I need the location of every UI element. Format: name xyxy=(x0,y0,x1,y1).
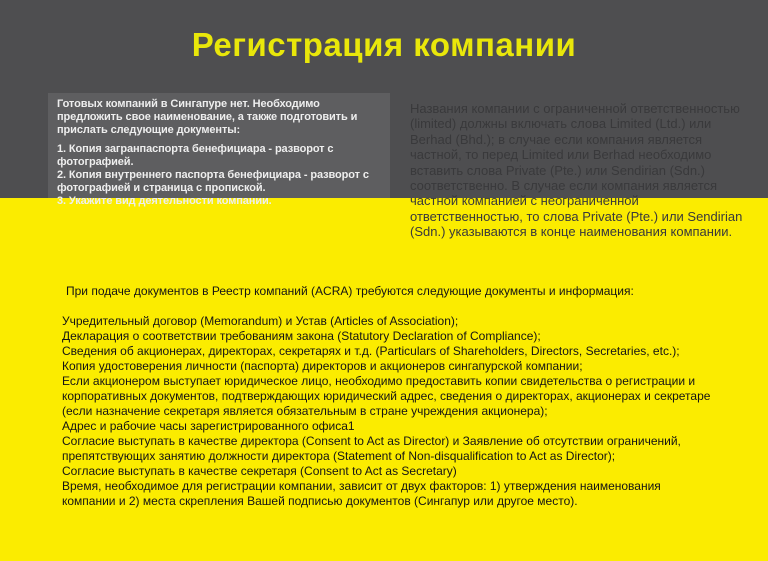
required-document-item: 2. Копия внутреннего паспорта бенефициара - разворот с фотографией и страница с пропиской. xyxy=(57,168,369,194)
acra-requirement-item: Согласие выступать в качестве секретаря (Consent to Act as Secretary) xyxy=(62,464,457,478)
acra-requirement-item: Учредительный договор (Memorandum) и Устав (Articles of Association); xyxy=(62,314,459,328)
acra-requirement-item: Сведения об акционерах, директорах, секретарях и т.д. (Particulars of Shareholders, Directors, Secretaries, etc.); xyxy=(62,344,680,358)
acra-requirement-item: Адрес и рабочие часы зарегистрированного офиса1 xyxy=(62,419,355,433)
company-naming-note: Названия компании с ограниченной ответственностью (limited) должны включать слова Limited (Ltd.) или Berhad (Bhd.); в случае если компания является частной, то перед Limited или Berhad необходимо вставить слова Private (Pte.) или Sendirian (Sdn.) соответственно. В случае если компания является частной компанией с неограниченной ответственностью, то слова Private (Pte.) или Sendirian (Sdn.) указываются в конце наименования компании. xyxy=(410,101,743,240)
required-documents-panel xyxy=(48,93,390,207)
required-document-item: 3. Укажите вид деятельности компании. xyxy=(57,194,272,207)
acra-requirement-item: Время, необходимое для регистрации компании, зависит от двух факторов: 1) утверждения наименования компании и 2) места скрепления Вашей подписью документов (Сингапур или другое место). xyxy=(62,479,661,508)
acra-requirement-item: Согласие выступать в качестве директора (Consent to Act as Director) и Заявление об отсутствии ограничений, препятствующих занятию должности директора (Statement of Non-disqualification to Act as Director); xyxy=(62,434,681,463)
acra-requirements-list xyxy=(62,314,712,509)
acra-requirements-section xyxy=(62,284,712,509)
required-documents-list xyxy=(57,143,382,207)
acra-requirement-item: Декларация о соответствии требованиям закона (Statutory Declaration of Compliance); xyxy=(62,329,541,343)
acra-requirement-item: Копия удостоверения личности (паспорта) директоров и акционеров сингапурской компании; xyxy=(62,359,583,373)
acra-requirement-item: Если акционером выступает юридическое лицо, необходимо предоставить копии свидетельства о регистрации и корпоративных документов, подтверждающих юридический адрес, сведения о директорах, акционерах и секретаре (если назначение секретаря является обязательным в стране учреждения акционера); xyxy=(62,374,711,418)
required-documents-intro: Готовых компаний в Сингапуре нет. Необходимо предложить свое наименование, а также подготовить и прислать следующие документы: xyxy=(57,98,358,136)
required-document-item: 1. Копия загранпаспорта бенефициара - разворот с фотографией. xyxy=(57,143,334,169)
acra-requirements-heading: При подаче документов в Реестр компаний (ACRA) требуются следующие документы и информация: xyxy=(66,284,634,298)
slide-title: Регистрация компании xyxy=(191,26,577,63)
